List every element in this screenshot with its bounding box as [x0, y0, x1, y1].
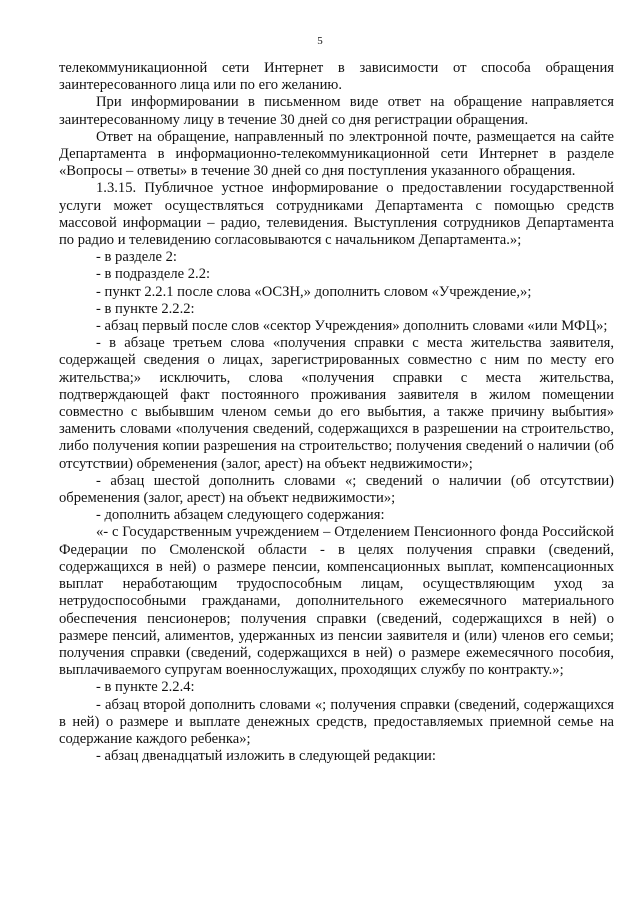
paragraph: - в подразделе 2.2: — [96, 266, 211, 283]
paragraph: При информировании в письменном виде ответ на обращение направляется заинтересованному лицу в течение 30 дней со дня регистрации обращения. — [59, 94, 614, 128]
paragraph: - абзац шестой дополнить словами «; сведений о наличии (об отсутствии) обременения (залог, арест) на объект недвижимости»; — [59, 472, 614, 507]
paragraph: - в разделе 2: — [96, 249, 177, 266]
paragraph: Ответ на обращение, направленный по электронной почте, размещается на сайте Департамента в информационно-телекоммуникационной сети Интернет в разделе «Вопросы – ответы» в течение 30 дней со дня поступления указанного обращения. — [59, 128, 614, 180]
paragraph-continuation: телекоммуникационной сети Интернет в зависимости от способа обращения заинтересованного лица или по его желанию. — [59, 60, 614, 94]
paragraph: - абзац первый после слов «сектор Учреждения» дополнить словами «или МФЦ»; — [96, 318, 608, 335]
paragraph: - в пункте 2.2.4: — [96, 679, 195, 696]
paragraph: - пункт 2.2.1 после слова «ОСЗН,» дополнить словом «Учреждение,»; — [96, 283, 532, 300]
paragraph: - в пункте 2.2.2: — [96, 300, 195, 317]
paragraph: - абзац второй дополнить словами «; получения справки (сведений, содержащихся в ней) о размере и выплате денежных средств, предоставляемых приемной семье на содержание каждого ребенка»; — [59, 696, 614, 747]
paragraph: - абзац двенадцатый изложить в следующей редакции: — [96, 748, 436, 765]
paragraph-quote: «- с Государственным учреждением – Отделением Пенсионного фонда Российской Федерации по Смоленской области - в целях получения справки (сведений, содержащихся в ней) о размере пенсии, компенсационных выплат, компенсационных выплат неработающим трудоспособным лицам, осуществляющим уход за нетрудоспособными гражданами, дополнительного ежемесячного материального обеспечения пенсионеров; получения справки (сведений, содержащихся в ней) о размере пенсий, алиментов, удержанных из пенсии заявителя и (или) членов его семьи; получения справки (сведений, содержащихся в ней) о размере ежемесячного пособия, выплачиваемого супругам военнослужащих, проходящих службу по контракту.»; — [59, 524, 614, 679]
paragraph: - в абзаце третьем слова «получения справки с места жительства заявителя, содержащей сведения о лицах, зарегистрированных совместно с ним по месту его жительства;» исключить, слова «получения справки с места жительства, подтверждающей факт постоянного проживания заявителя в жилом помещении совместно с выбывшим членом семьи до его выбытия, а также причину выбытия» заменить словами «получения сведений, содержащихся в разрешении на строительство, либо получения копии разрешения на строительство; получения сведений о наличии (об отсутствии) обременения (залог, арест) на объект недвижимости»; — [59, 335, 614, 472]
paragraph: - дополнить абзацем следующего содержания: — [96, 507, 385, 524]
paragraph-clause-1-3-15: 1.3.15. Публичное устное информирование о предоставлении государственной услуги может осуществляться сотрудниками Департамента с помощью средств массовой информации – радио, телевидения. Выступления сотрудников Департамента по радио и телевидению согласовываются с начальником Департамента.»; — [59, 180, 614, 249]
document-body — [59, 60, 614, 765]
page-number: 5 — [317, 35, 323, 47]
